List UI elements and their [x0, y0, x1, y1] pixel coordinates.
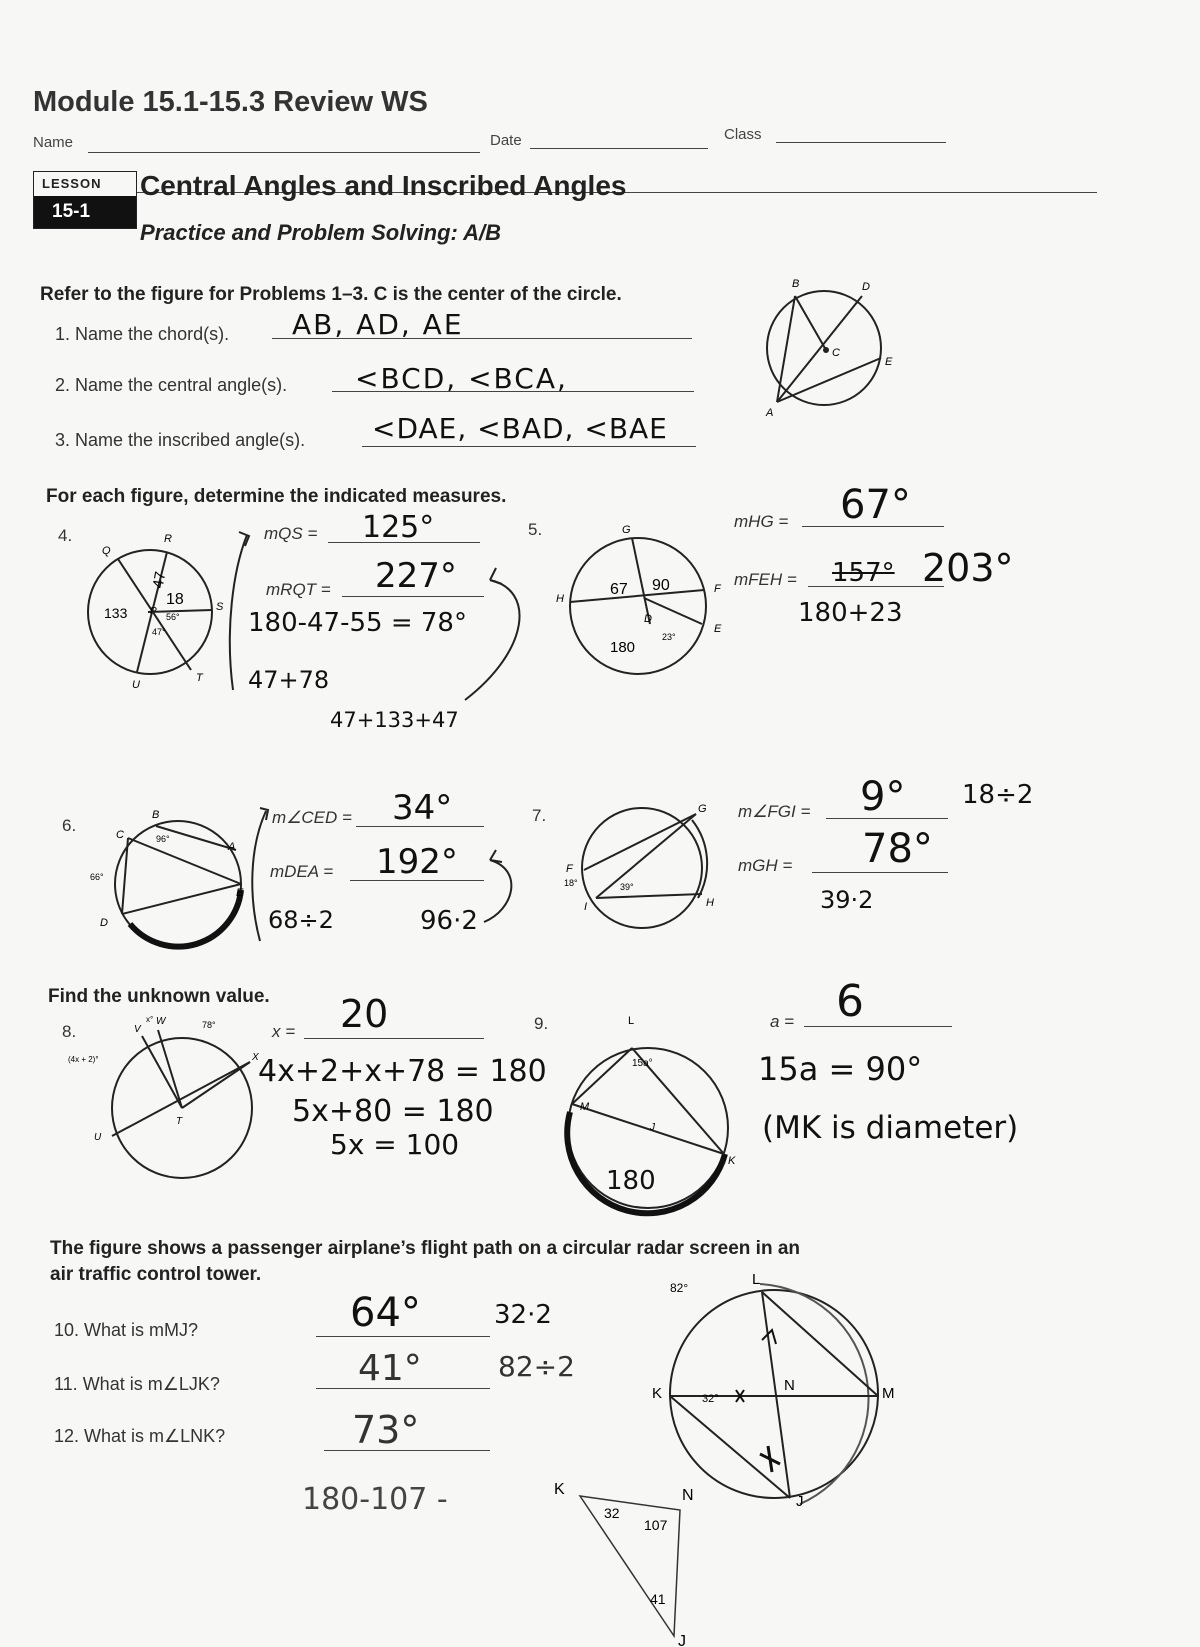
- lesson-title: Central Angles and Inscribed Angles: [140, 170, 627, 201]
- lesson-badge: [33, 171, 137, 229]
- p9-work1: 15a = 90°: [758, 1050, 923, 1088]
- radar-line-LM: [762, 1292, 878, 1396]
- chord-AE: [777, 358, 881, 402]
- q11-work: 82÷2: [498, 1350, 575, 1383]
- p4-line-PS: [148, 610, 212, 612]
- p6-label-E: E: [236, 887, 244, 899]
- p9-a-label: a =: [770, 1012, 795, 1031]
- label-B: B: [792, 278, 800, 290]
- figure-circle-1: [750, 270, 910, 430]
- p7-m1-label: m∠FGI =: [738, 802, 811, 821]
- p6-m1-answer: 34°: [392, 788, 453, 828]
- p8-line-TX: [182, 1062, 250, 1108]
- figure-p6: [86, 806, 256, 956]
- p5-line-DE: [644, 598, 702, 624]
- p9-number: 9.: [534, 1014, 549, 1033]
- center-point-C: [823, 347, 829, 353]
- p7-m2-answer: 78°: [862, 826, 933, 872]
- p6-label-C: C: [116, 829, 124, 841]
- p9-label-L: L: [628, 1015, 635, 1027]
- p8-line-WT: [158, 1030, 182, 1108]
- radar-label-K: K: [652, 1385, 663, 1402]
- p6-m1-label: m∠CED =: [272, 808, 352, 827]
- p4-label-P: P: [150, 606, 157, 617]
- p5-m1-answer: 67°: [840, 482, 911, 528]
- lesson-subtitle: Practice and Problem Solving: A/B: [140, 220, 502, 245]
- p8-work1: 4x+2+x+78 = 180: [258, 1054, 547, 1089]
- p8-label-U: U: [94, 1132, 102, 1143]
- p4-work1: 180-47-55 = 78°: [248, 608, 467, 638]
- p7-m1-answer: 9°: [860, 774, 906, 820]
- p4-label-S: S: [216, 601, 224, 613]
- class-label: Class: [724, 126, 762, 143]
- p8-label-T: T: [176, 1116, 183, 1127]
- p4-hand-18: 18: [166, 591, 184, 608]
- p8-line-VT: [142, 1036, 182, 1108]
- p6-label-A: A: [228, 841, 236, 853]
- section2-instruction: For each figure, determine the indicated measures.: [46, 486, 507, 507]
- lesson-badge-label: LESSON: [42, 176, 102, 191]
- sketch-label-J: J: [678, 1633, 686, 1647]
- p8-label-V: V: [134, 1024, 141, 1035]
- p4-angle-56: 56°: [166, 612, 180, 622]
- date-line: [530, 148, 708, 149]
- p4-m2-answer: 227°: [375, 556, 457, 596]
- p4-label-R: R: [164, 533, 172, 545]
- label-A: A: [766, 407, 774, 419]
- p8-label-X: X: [252, 1052, 259, 1063]
- p9-a-line: [804, 1026, 952, 1027]
- figure-p5: [556, 520, 740, 690]
- radar-arc-82: 82°: [670, 1281, 689, 1295]
- figure-p4: [72, 520, 232, 690]
- p5-hand-90: 90: [652, 577, 670, 594]
- p5-m2-answer: 203°: [922, 546, 1014, 590]
- p6-angle-96: 96°: [156, 834, 170, 844]
- radar-angle-32: 32°: [702, 1393, 719, 1405]
- p9-a-answer: 6: [836, 976, 864, 1027]
- p7-label-H: H: [706, 897, 714, 909]
- p4-work2: 47+78: [248, 666, 330, 694]
- p7-arc-18: 18°: [564, 878, 578, 888]
- p5-work1: 180+23: [798, 598, 903, 628]
- name-line: [88, 152, 480, 153]
- p6-label-D: D: [100, 917, 108, 929]
- q3-answer: <DAE, <BAD, <BAE: [372, 412, 668, 445]
- p5-label-D: D: [644, 613, 652, 625]
- radar-label-N: N: [784, 1377, 795, 1394]
- p6-number: 6.: [62, 816, 77, 835]
- p7-number: 7.: [532, 806, 547, 825]
- sketch-triangle: [550, 1470, 710, 1646]
- label-D: D: [862, 281, 870, 293]
- p5-label-F: F: [714, 583, 721, 595]
- p8-arc-4x2: (4x + 2)°: [68, 1055, 99, 1064]
- p6-line-CE: [128, 838, 241, 884]
- p5-m1-label: mHG =: [734, 512, 789, 531]
- p7-label-I: I: [584, 901, 588, 913]
- sketch-angle-107: 107: [644, 1517, 668, 1533]
- p6-work2: 96·2: [420, 906, 478, 936]
- p5-hand-180: 180: [610, 639, 636, 656]
- worksheet-title: Module 15.1-15.3 Review WS: [33, 86, 428, 118]
- p6-work1: 68÷2: [268, 906, 334, 934]
- lesson-badge-number: 15-1: [34, 196, 136, 228]
- figure-p7: [560, 800, 730, 930]
- p5-m2-crossed: 157°: [832, 558, 895, 588]
- q2-answer: <BCD, <BCA,: [355, 362, 568, 395]
- p8-x-label: x =: [272, 1022, 296, 1041]
- label-E: E: [885, 356, 893, 368]
- p8-arc-x: x°: [146, 1015, 154, 1024]
- p4-label-U: U: [132, 679, 140, 691]
- p5-number: 5.: [528, 520, 543, 539]
- radar-plane-mark-3: [760, 1446, 780, 1472]
- p4-m1-label: mQS =: [264, 524, 318, 543]
- p8-x-line: [304, 1038, 484, 1039]
- p5-angle-23: 23°: [662, 632, 676, 642]
- q12-work: 180-107 -: [302, 1482, 448, 1517]
- p4-m2-label: mRQT =: [266, 580, 331, 599]
- p8-number: 8.: [62, 1022, 77, 1041]
- p6-arc-66: 66°: [90, 872, 104, 882]
- p4-arc-133: 133: [104, 605, 128, 621]
- p7-circle: [582, 808, 702, 928]
- p7-label-F: F: [566, 863, 573, 875]
- p9-angle-15a: 15a°: [632, 1058, 653, 1069]
- chord-AD: [777, 296, 862, 402]
- q11-answer: 41°: [358, 1348, 422, 1389]
- p5-label-E: E: [714, 623, 722, 635]
- label-C: C: [832, 347, 840, 359]
- p5-m2-label: mFEH =: [734, 570, 797, 589]
- q10-label: 10. What is mMJ?: [54, 1320, 199, 1340]
- p8-arc-78: 78°: [202, 1020, 216, 1030]
- p7-work2: 39·2: [820, 886, 874, 914]
- radar-label-J: J: [796, 1493, 804, 1510]
- p9-label-M: M: [580, 1101, 590, 1113]
- p6-m2-answer: 192°: [376, 842, 458, 882]
- p4-hand-47: 47: [149, 570, 170, 590]
- sketch-angle-32: 32: [604, 1505, 620, 1521]
- p5-hand-67: 67: [610, 581, 628, 598]
- date-label: Date: [490, 132, 522, 149]
- q3-label: 3. Name the inscribed angle(s).: [55, 430, 306, 450]
- sketch-angle-41: 41: [650, 1591, 666, 1607]
- p7-line-IH: [596, 894, 702, 898]
- q2-label: 2. Name the central angle(s).: [55, 375, 288, 395]
- q11-label: 11. What is m∠LJK?: [54, 1374, 220, 1394]
- p6-m2-label: mDEA =: [270, 862, 334, 881]
- p6-line-DE: [122, 884, 241, 914]
- p7-m2-label: mGH =: [738, 856, 793, 875]
- p9-line-ML: [572, 1048, 632, 1104]
- q12-label: 12. What is m∠LNK?: [54, 1426, 226, 1446]
- q3-line: [362, 446, 696, 447]
- p9-label-J: J: [650, 1122, 655, 1133]
- p8-x-answer: 20: [340, 992, 389, 1036]
- radius-CB: [795, 296, 826, 350]
- section4-instruction-line1: The figure shows a passenger airplane’s flight path on a circular radar screen in an: [50, 1238, 801, 1259]
- section1-instruction: Refer to the figure for Problems 1–3. C is the center of the circle.: [40, 284, 622, 305]
- p8-work3: 5x = 100: [330, 1128, 460, 1161]
- name-label: Name: [33, 134, 74, 151]
- p6-curve-arrow: [484, 850, 524, 930]
- radar-label-L: L: [752, 1271, 761, 1288]
- figure-radar: [640, 1264, 900, 1510]
- p4-m1-answer: 125°: [362, 510, 435, 545]
- p8-label-W: W: [156, 1016, 166, 1027]
- p9-work2: (MK is diameter): [762, 1110, 1019, 1146]
- p7-angle-39: 39°: [620, 882, 634, 892]
- q10-answer: 64°: [350, 1290, 421, 1336]
- q1-label: 1. Name the chord(s).: [55, 324, 230, 344]
- class-line: [776, 142, 946, 143]
- p8-work2: 5x+80 = 180: [292, 1094, 494, 1129]
- q10-work: 32·2: [494, 1300, 552, 1330]
- q12-answer: 73°: [352, 1408, 420, 1452]
- p4-angle-47: 47°: [152, 627, 166, 637]
- q10-line: [316, 1336, 490, 1337]
- sketch-label-N: N: [682, 1487, 694, 1504]
- p7-label-G: G: [698, 803, 707, 815]
- p4-label-Q: Q: [102, 545, 111, 557]
- p5-line-GD: [632, 538, 650, 624]
- p5-circle: [570, 538, 706, 674]
- sketch-label-K: K: [554, 1481, 565, 1498]
- p5-label-H: H: [556, 593, 564, 605]
- p9-label-K: K: [728, 1155, 736, 1167]
- p4-work3: 47+133+47: [330, 708, 459, 732]
- p7-m2-line: [812, 872, 948, 873]
- section3-instruction: Find the unknown value.: [48, 986, 270, 1007]
- p5-label-G: G: [622, 524, 631, 536]
- section4-instruction-line2: air traffic control tower.: [50, 1264, 262, 1285]
- p5-line-HF: [570, 590, 704, 602]
- radar-label-M: M: [882, 1385, 895, 1402]
- q1-answer: AB, AD, AE: [292, 308, 464, 341]
- p4-number: 4.: [58, 526, 73, 545]
- figure-p8: [62, 1016, 262, 1176]
- p4-curve-arrow: [460, 560, 540, 710]
- p4-label-T: T: [196, 672, 203, 684]
- p9-work3: 180: [606, 1166, 656, 1196]
- p7-work1: 18÷2: [962, 780, 1034, 810]
- p6-label-B: B: [152, 809, 160, 821]
